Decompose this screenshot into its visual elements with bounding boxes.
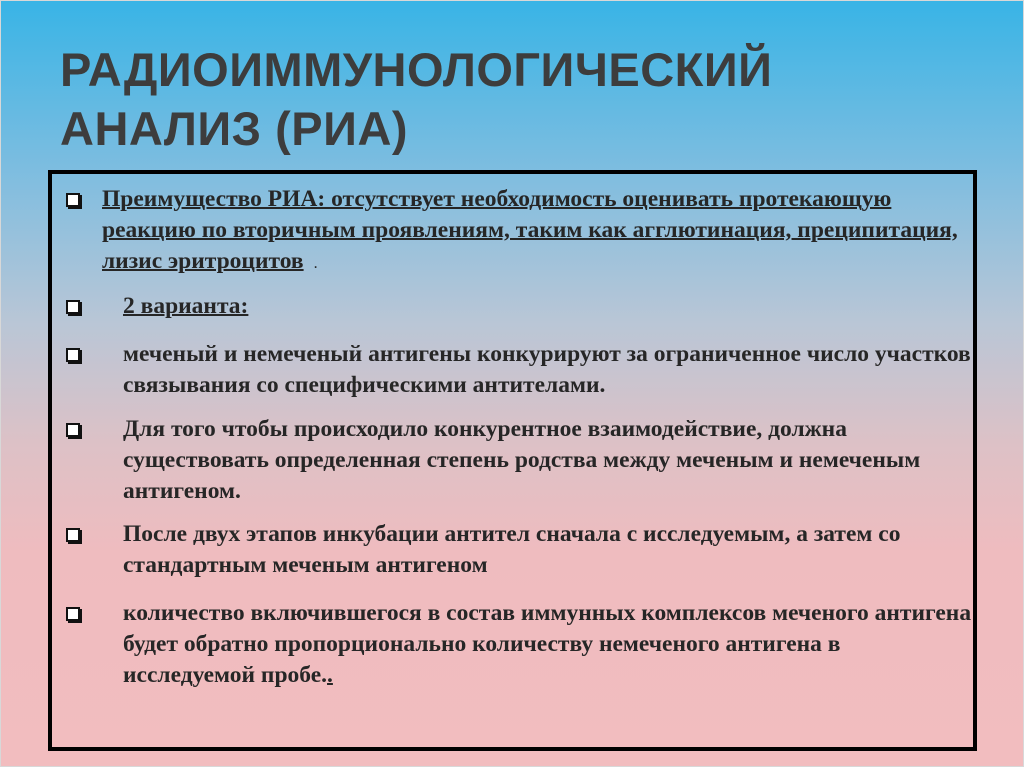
slide-title-line-2: АНАЛИЗ (РИА)	[60, 102, 409, 155]
bullet-item	[66, 184, 962, 279]
checkbox-bullet-icon	[66, 193, 80, 207]
bullet-text	[123, 598, 973, 691]
checkbox-bullet-icon	[66, 300, 80, 314]
checkbox-bullet-icon	[66, 528, 80, 542]
bullet-underlined-text: Преимущество РИА: отсутствует необходимость оценивать протекающую реакцию по вторичным проявлениям, таким как агглютинация, преципитация, лизис эритроцитов	[102, 186, 958, 274]
checkbox-bullet-icon	[66, 607, 80, 621]
bullet-text: меченый и немеченый антигены конкурируют за ограниченное число участков связывания со специфическими антителами.	[123, 341, 971, 398]
bullet-text	[102, 184, 962, 279]
bullet-item	[66, 598, 973, 691]
bullet-trailing-period: .	[313, 255, 318, 272]
bullet-item	[66, 291, 973, 322]
bullet-text: После двух этапов инкубации антител сначала с исследуемым, а затем со стандартным меченым антигеном	[123, 521, 901, 578]
slide-title	[60, 40, 960, 158]
content-box	[48, 170, 977, 751]
bullet-item	[66, 414, 973, 507]
bullet-text	[123, 291, 973, 322]
bullet-item	[66, 339, 973, 401]
bullet-item	[66, 519, 973, 581]
bullet-text: Для того чтобы происходило конкурентное взаимодействие, должна существовать определенная степень родства между меченым и немеченым антигеном.	[123, 416, 921, 504]
bullet-underlined-text: 2 варианта:	[123, 293, 249, 319]
bullet-trailing-period: .	[327, 662, 333, 688]
checkbox-bullet-icon	[66, 423, 80, 437]
bullet-main-text: количество включившегося в состав иммунных комплексов меченого антигена будет обратно пропорционально количеству немеченого антигена в исследуемой пробе.	[123, 600, 972, 688]
checkbox-bullet-icon	[66, 348, 80, 362]
slide-title-line-1: РАДИОИММУНОЛОГИЧЕСКИЙ	[60, 43, 773, 96]
